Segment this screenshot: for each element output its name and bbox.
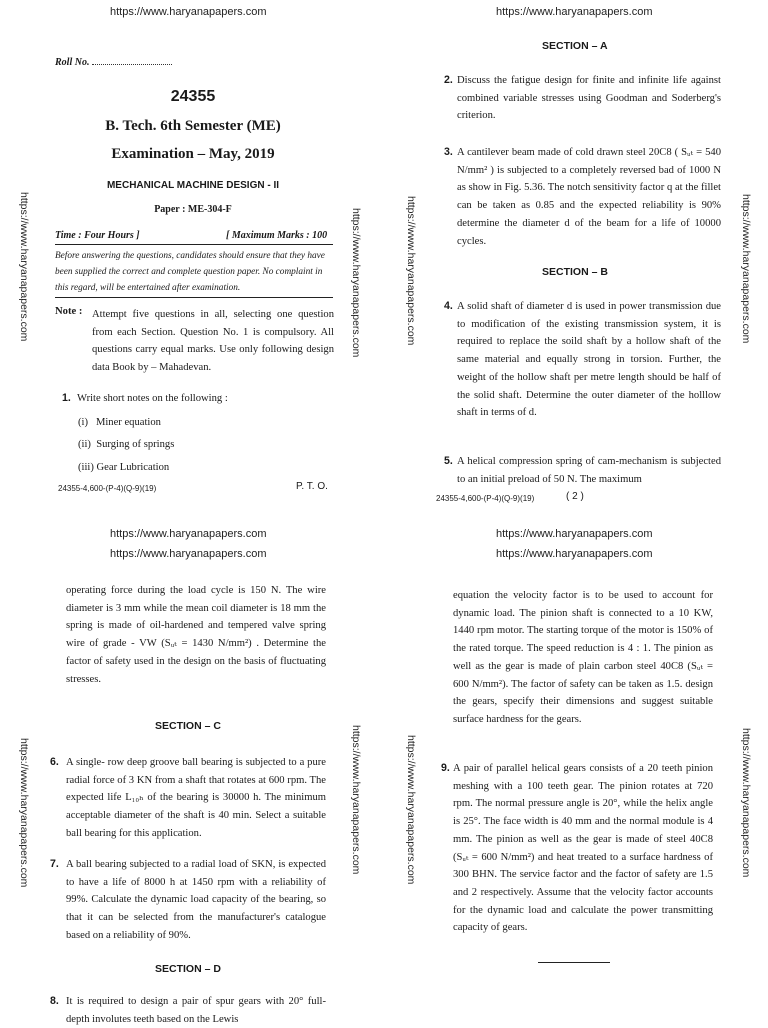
- paper-number: Paper : ME-304-F: [154, 204, 232, 215]
- header-url-page1[interactable]: https://www.haryanapapers.com: [110, 6, 267, 18]
- q9-text: A pair of parallel helical gears consists of a 20 teeth pinion meshing with a 100 teeth gear. The pinion rotates at 720 rpm. The normal pressure angle is 20°, while the helix angle is 25°. The face width is 40 mm and the normal module is 4 mm. The pinion as well as the gear is made of steel 40C8 (Sᵤₜ = 600 N/mm²) and heat treated to a surface hardness of 300 BHN. The service factor and the factor of safety are 1.5 and 2 respectively. Assume that the velocity factor accounts for the dynamic load and calculate the power transmitting capacity of gears.: [453, 763, 713, 934]
- header-url-page2-bottom[interactable]: https://www.haryanapapers.com: [496, 528, 653, 540]
- section-c-heading: SECTION – C: [155, 720, 221, 732]
- paper-code: 24355: [170, 88, 216, 105]
- section-d-heading: SECTION – D: [155, 963, 221, 975]
- q9-number: 9.: [441, 762, 450, 774]
- instruction-text: Before answering the questions, candidates should ensure that they have been supplied the correct and complete question paper. No complaint in this regard, will be entertained after examination.: [55, 251, 325, 293]
- q8-number: 8.: [50, 995, 59, 1007]
- course-title: B. Tech. 6th Semester (ME): [105, 118, 281, 134]
- header-url-page1-bottom[interactable]: https://www.haryanapapers.com: [110, 528, 267, 540]
- side-url-center-right-top: https://www.haryanapapers.com: [405, 196, 417, 346]
- header-url-page4[interactable]: https://www.haryanapapers.com: [496, 548, 653, 560]
- pto-label: P. T. O.: [296, 481, 328, 492]
- roll-no-label: Roll No.: [55, 57, 172, 68]
- q3-text: A cantilever beam made of cold drawn steel 20C8 ( Sᵤₜ = 540 N/mm² ) is subjected to a completely reversed bad of 1000 N as show in Fig. 5.36. The notch sensitivity factor q at the fillet can be taken as 0.85 and the expected reliability is 90% determine the diameter d of the beam for a life of 10000 cycles.: [457, 147, 721, 247]
- side-url-center-left-top: https://www.haryanapapers.com: [350, 208, 362, 358]
- header-divider: [55, 244, 333, 245]
- section-b-heading: SECTION – B: [542, 266, 608, 278]
- q7-text: A ball bearing subjected to a radial load of SKN, is expected to have a life of 8000 h at 1450 rpm with a reliability of 99%. Calculate the dynamic load capacity of the bearing, so that it can be selected from the manufacturer's catalogue based on a reliability of 90%.: [66, 859, 326, 941]
- q1-item-ii: (ii) Surging of springs: [78, 439, 175, 450]
- note-text: Attempt five questions in all, selecting one question from each Section. Question No. 1 is compulsory. All questions carry equal marks. Use only following design data Book by – Mahadevan.: [92, 309, 334, 374]
- exam-title: Examination – May, 2019: [111, 146, 275, 162]
- side-url-center-right-bottom: https://www.haryanapapers.com: [405, 735, 417, 885]
- instruction-divider: [55, 297, 333, 298]
- q4-number: 4.: [444, 300, 453, 312]
- q5-text: A helical compression spring of cam-mechanism is subjected to an initial preload of 50 N. The maximum: [457, 456, 721, 485]
- q8-text: It is required to design a pair of spur gears with 20° full-depth involutes teeth based on the Lewis: [66, 996, 326, 1025]
- q6-text: A single- row deep groove ball bearing is subjected to a pure radial force of 3 KN from a shaft that rotates at 600 rpm. The expected life L₁₀ₕ of the bearing is 30000 h. The minimum acceptable diameter of the shaft is 40 min. Select a suitable ball bearing for this application.: [66, 757, 326, 839]
- q7-number: 7.: [50, 858, 59, 870]
- side-url-right-bottom: https://www.haryanapapers.com: [740, 728, 752, 878]
- header-url-page2[interactable]: https://www.haryanapapers.com: [496, 6, 653, 18]
- q8-continued-text: equation the velocity factor is to be used to account for dynamic load. The pinion shaft is connected to a 10 KW, 1440 rpm motor. The starting torque of the motor is 150% of the rated torque. The speed reduction is 4 : 1. The pinion as well as the gear is made of plain carbon steel 40C8 (Sᵤₜ = 600 N/mm²). The factor of safety can be taken as 1.5. design the gears, specify their dimensions and suggest suitable surface hardness for the gears.: [453, 590, 713, 725]
- side-url-left-bottom: https://www.haryanapapers.com: [18, 738, 30, 888]
- q1-text: Write short notes on the following :: [77, 393, 228, 404]
- q5-continued-text: operating force during the load cycle is 150 N. The wire diameter is 3 mm while the mean coil diameter is 18 mm the spring is made of oil-hardened and tempered valve spring wire of grade - VW (Sᵤₜ = 1430 N/mm²) . Determine the factor of safety used in the design on the basis of fluctuating stresses.: [66, 585, 326, 685]
- end-divider: [538, 962, 610, 963]
- section-a-heading: SECTION – A: [542, 40, 608, 52]
- q1-number: 1.: [62, 392, 71, 404]
- max-marks-label: [ Maximum Marks : 100: [226, 230, 328, 241]
- q1-item-iii: (iii) Gear Lubrication: [78, 462, 170, 473]
- q4-text: A solid shaft of diameter d is used in power transmission due to modification of the existing transmission system, it is required to replace the soild shaft by a hollow shaft of the same material and equally strong in torsion. Further, the weight of the hollow shaft per metre length should be half of the solid shaft. Determine the outer diameter of the holllow shaft in terms of d.: [457, 301, 721, 419]
- note-label: Note :: [55, 306, 83, 317]
- q5-number: 5.: [444, 455, 453, 467]
- side-url-left-top: https://www.haryanapapers.com: [18, 192, 30, 342]
- side-url-center-left-bottom: https://www.haryanapapers.com: [350, 725, 362, 875]
- page2-number: ( 2 ): [566, 491, 584, 502]
- header-url-page3[interactable]: https://www.haryanapapers.com: [110, 548, 267, 560]
- q2-text: Discuss the fatigue design for finite and infinite life against combined variable stresses using Goodman and Soderberg's criterion.: [457, 75, 721, 122]
- q1-item-i: (i) Miner equation: [78, 417, 161, 428]
- q6-number: 6.: [50, 756, 59, 768]
- subject-title: MECHANICAL MACHINE DESIGN - II: [106, 180, 280, 191]
- side-url-right-top: https://www.haryanapapers.com: [740, 194, 752, 344]
- time-label: Time : Four Hours ]: [55, 230, 140, 241]
- page1-footer-code: 24355-4,600-(P-4)(Q-9)(19): [58, 484, 157, 493]
- q2-number: 2.: [444, 74, 453, 86]
- page2-footer-code: 24355-4,600-(P-4)(Q-9)(19): [436, 494, 535, 503]
- q3-number: 3.: [444, 146, 453, 158]
